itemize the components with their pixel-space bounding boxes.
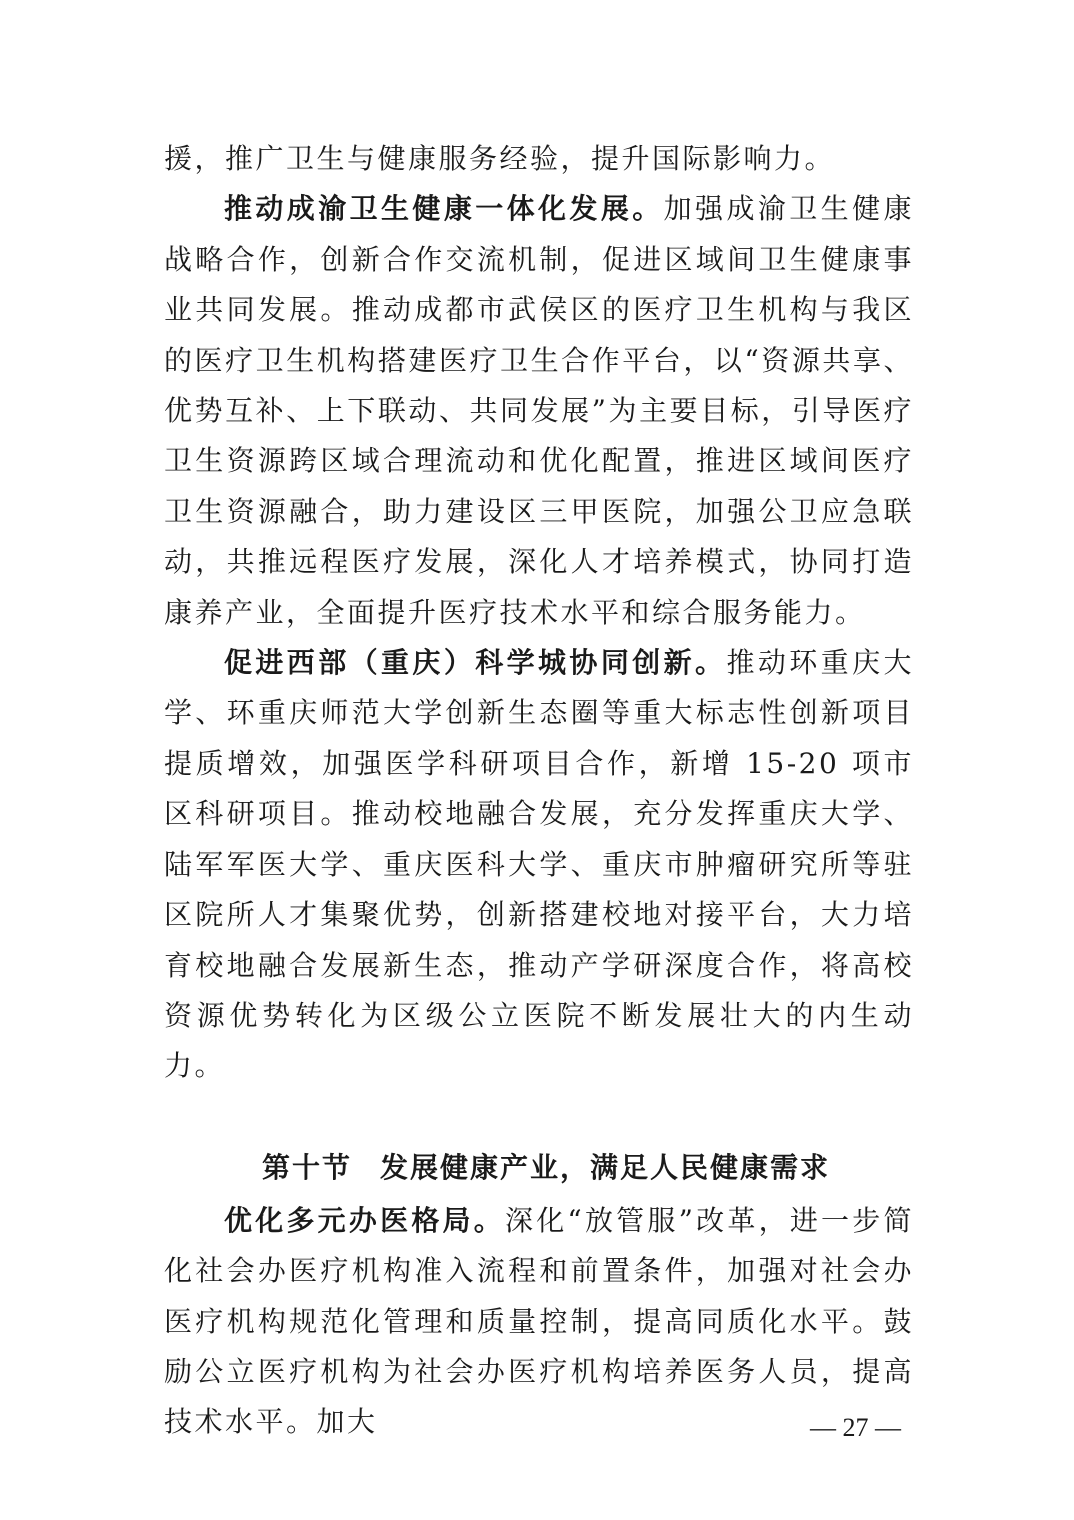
paragraph-continuation xyxy=(164,134,914,184)
paragraph-text: 加强成渝卫生健康战略合作，创新合作交流机制，促进区域间卫生健康事业共同发展。推动成都市武侯区的医疗卫生机构与我区的医疗卫生机构搭建医疗卫生合作平台，以“资源共享、优势互补、上下联动、共同发展”为主要目标，引导医疗卫生资源跨区域合理流动和优化配置，推进区域间医疗卫生资源融合，助力建设区三甲医院，加强公卫应急联动，共推远程医疗发展，深化人才培养模式，协同打造康养产业，全面提升医疗技术水平和综合服务能力。 xyxy=(164,192,914,629)
paragraph-lead: 促进西部（重庆）科学城协同创新。 xyxy=(224,646,727,680)
page-number: — 27 — xyxy=(810,1413,901,1442)
paragraph-text: 深化“放管服”改革，进一步简化社会办医疗机构准入流程和前置条件，加强对社会办医疗机构规范化管理和质量控制，提高同质化水平。鼓励公立医疗机构为社会办医疗机构培养医务人员，提高技术水平。加大 xyxy=(164,1203,914,1439)
paragraph-diverse-medical xyxy=(164,1196,914,1448)
paragraph-science-city xyxy=(164,638,914,1092)
paragraph-chengyu-integration xyxy=(164,184,914,638)
section-heading xyxy=(164,1140,914,1196)
paragraph-lead: 推动成渝卫生健康一体化发展。 xyxy=(224,192,664,226)
paragraph-text: 援，推广卫生与健康服务经验，提升国际影响力。 xyxy=(164,142,836,175)
paragraph-lead: 优化多元办医格局。 xyxy=(224,1203,505,1237)
section-title: 发展健康产业，满足人民健康需求 xyxy=(380,1150,831,1184)
paragraph-text: 推动环重庆大学、环重庆师范大学创新生态圈等重大标志性创新项目提质增效，加强医学科研项目合作，新增 15-20 项市区科研项目。推动校地融合发展，充分发挥重庆大学、陆军军医大学、重庆医科大学、重庆市肿瘤研究所等驻区院所人才集聚优势，创新搭建校地对接平台，大力培育校地融合发展新生态，推动产学研深度合作，将高校资源优势转化为区级公立医院不断发展壮大的内生动力。 xyxy=(164,646,914,1083)
section-number: 第十节 xyxy=(261,1150,352,1184)
body-text xyxy=(164,134,914,1448)
